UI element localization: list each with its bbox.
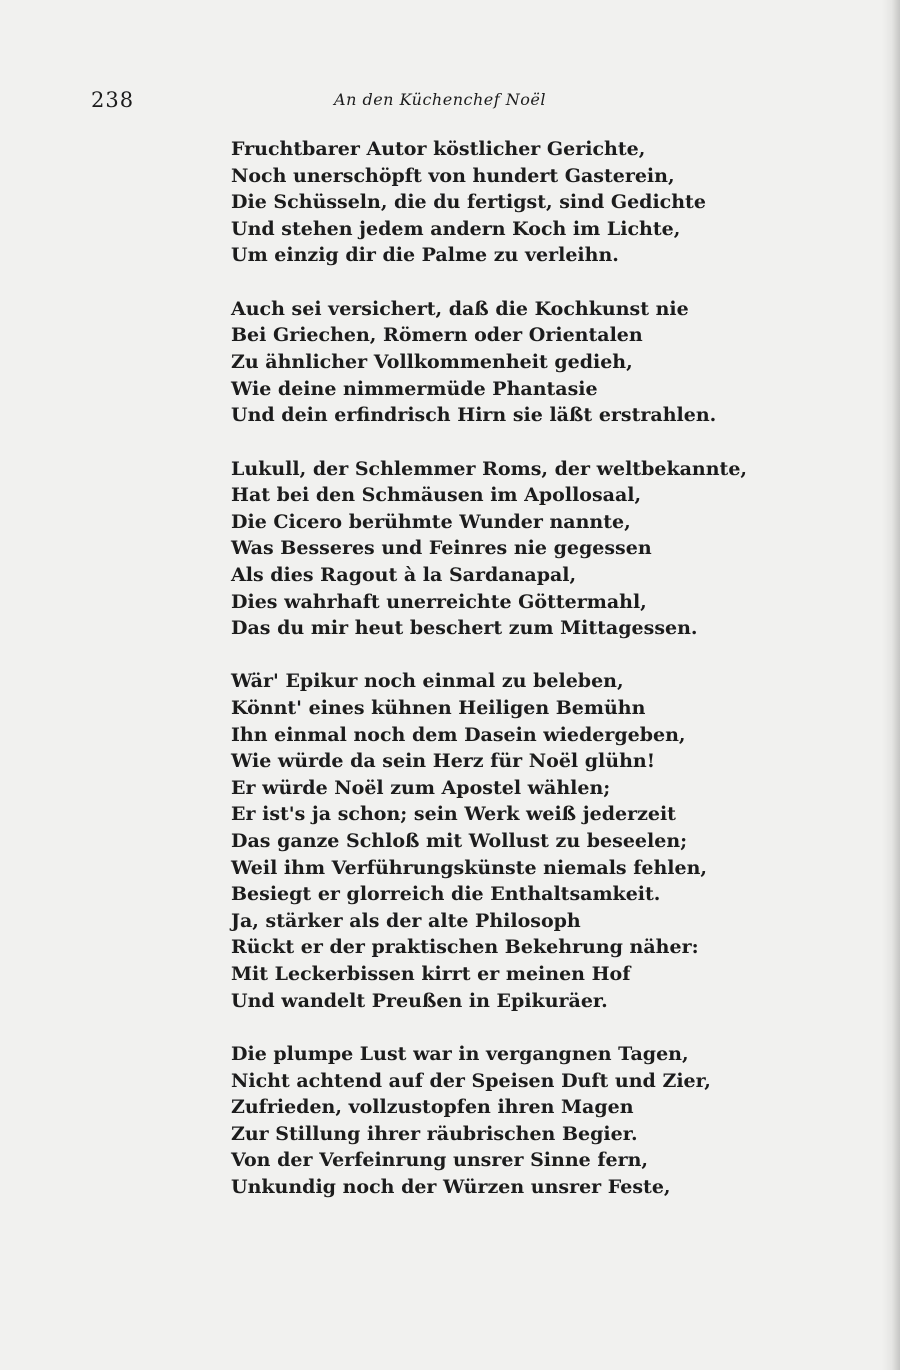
verse-line: Wie deine nimmermüde Phantasie	[231, 377, 598, 400]
verse-line: Mit Leckerbissen kirrt er meinen Hof	[231, 963, 631, 986]
page-edge-shadow	[882, 0, 900, 1370]
verse-line: Besiegt er glorreich die Enthaltsamkeit.	[231, 883, 661, 906]
stanza-2	[231, 296, 717, 429]
verse-line: Um einzig dir die Palme zu verleihn.	[231, 244, 619, 267]
verse-line: Ihn einmal noch dem Dasein wiedergeben,	[231, 723, 686, 746]
verse-line: Fruchtbarer Autor köstlicher Gerichte,	[231, 138, 646, 160]
stanza-4	[231, 668, 708, 1014]
verse-line: Als dies Ragout à la Sardanapal,	[231, 563, 577, 586]
verse-line: Ja, stärker als der alte Philosoph	[231, 909, 581, 932]
verse-line: Könnt' eines kühnen Heiligen Bemühn	[231, 697, 646, 720]
stanza-3	[231, 456, 748, 642]
verse-line: Die Cicero berühmte Wunder nannte,	[231, 510, 631, 533]
verse-line: Wie würde da sein Herz für Noël glühn!	[231, 750, 656, 773]
verse-line: Er würde Noël zum Apostel wählen;	[231, 776, 611, 799]
verse-line: Nicht achtend auf der Speisen Duft und Zier,	[231, 1069, 711, 1092]
verse-line: Lukull, der Schlemmer Roms, der weltbekannte,	[231, 457, 748, 480]
verse-line: Wär' Epikur noch einmal zu beleben,	[231, 670, 624, 693]
verse-line: Und stehen jedem andern Koch im Lichte,	[231, 217, 681, 240]
verse-line: Er ist's ja schon; sein Werk weiß jederzeit	[231, 803, 676, 826]
verse-line: Was Besseres und Feinres nie gegessen	[231, 537, 652, 560]
verse-line: Von der Verfeinrung unsrer Sinne fern,	[231, 1149, 649, 1172]
verse-line: Zu ähnlicher Vollkommenheit gedieh,	[231, 350, 633, 373]
poem-body	[231, 136, 748, 1201]
verse-line: Das ganze Schloß mit Wollust zu beseelen;	[231, 830, 688, 853]
verse-line: Zur Stillung ihrer räubrischen Begier.	[231, 1122, 638, 1145]
page-number: 238	[91, 88, 135, 112]
verse-line: Bei Griechen, Römern oder Orientalen	[231, 324, 643, 347]
verse-line: Die plumpe Lust war in vergangnen Tagen,	[231, 1043, 689, 1065]
verse-line: Hat bei den Schmäusen im Apollosaal,	[231, 484, 642, 507]
verse-line: Zufrieden, vollzustopfen ihren Magen	[231, 1096, 634, 1119]
verse-line: Und wandelt Preußen in Epikuräer.	[231, 989, 608, 1012]
verse-line: Weil ihm Verführungskünste niemals fehlen,	[231, 856, 708, 879]
stanza-1	[231, 136, 706, 269]
verse-line: Unkundig noch der Würzen unsrer Feste,	[231, 1175, 671, 1198]
verse-line: Auch sei versichert, daß die Kochkunst nie	[231, 297, 689, 320]
verse-line: Die Schüsseln, die du fertigst, sind Gedichte	[231, 191, 706, 214]
verse-line: Noch unerschöpft von hundert Gasterein,	[231, 164, 675, 187]
verse-line: Das du mir heut beschert zum Mittagessen.	[231, 617, 698, 640]
running-head: An den Küchenchef Noël	[334, 90, 546, 109]
verse-line: Und dein erfindrisch Hirn sie läßt erstrahlen.	[231, 404, 717, 427]
stanza-5	[231, 1041, 711, 1201]
verse-line: Rückt er der praktischen Bekehrung näher:	[231, 936, 699, 959]
verse-line: Dies wahrhaft unerreichte Göttermahl,	[231, 590, 647, 613]
